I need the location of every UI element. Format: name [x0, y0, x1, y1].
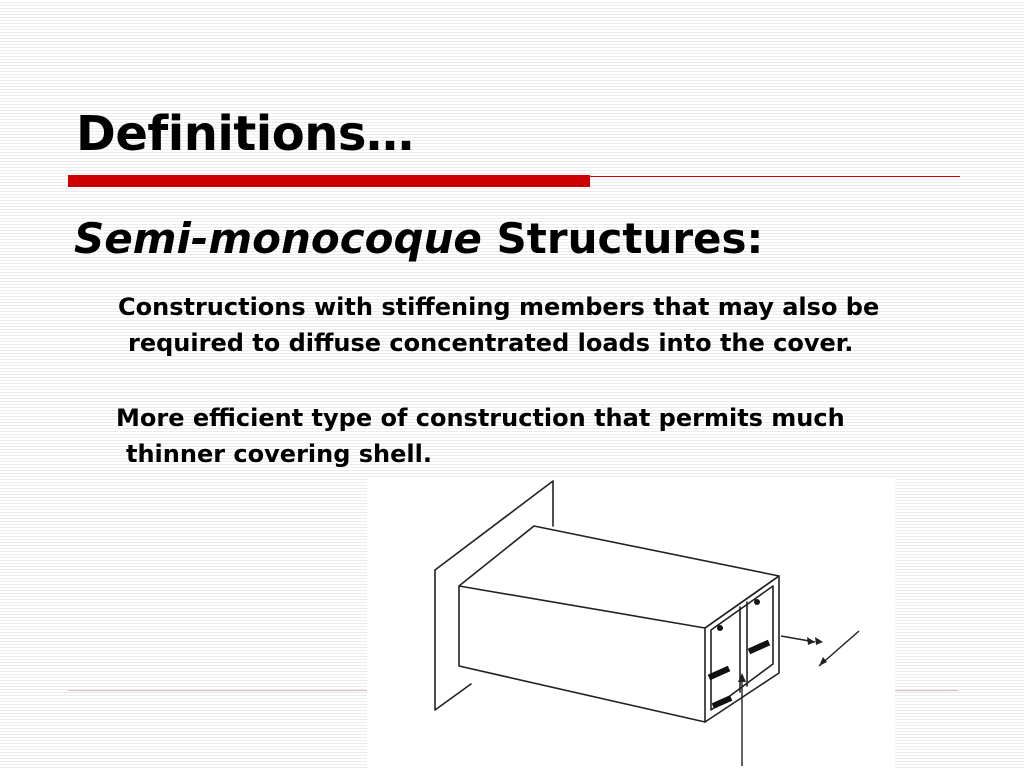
title-underline-thin — [590, 176, 960, 177]
subtitle-italic-term: Semi-monocoque — [74, 214, 482, 263]
slide-title: Definitions… — [76, 106, 414, 162]
subtitle-rest: Structures: — [481, 214, 764, 263]
definition-paragraph-2: More efficient type of construction that permits much thinner covering shell. — [116, 404, 845, 468]
definition-paragraph-1: Constructions with stiffening members that may also be required to diffuse concentrated loads into the cover. — [118, 293, 880, 357]
cantilever-box-beam-diagram-icon — [367, 478, 895, 768]
box-beam-figure — [367, 478, 895, 768]
title-underline-thick — [68, 175, 590, 187]
slide-subtitle — [74, 212, 763, 266]
